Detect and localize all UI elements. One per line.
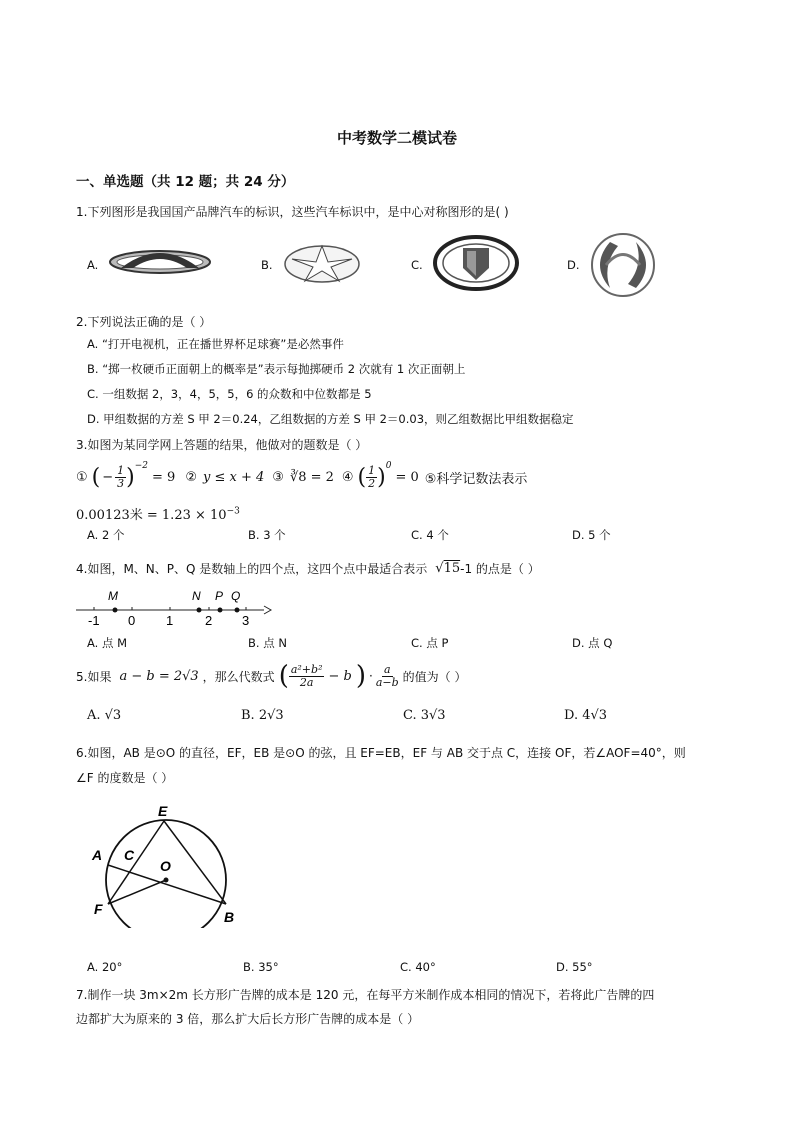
question-6-stem-line-2: ∠F 的度数是（ ） bbox=[76, 771, 174, 785]
q1-option-b-label[interactable]: B. bbox=[261, 258, 273, 272]
fraction-a-over-a-minus-b: $\frac{a}{a-b}$ bbox=[375, 662, 399, 689]
section-heading: 一、单选题（共 12 题；共 24 分） bbox=[76, 174, 295, 190]
logo-b-icon bbox=[282, 243, 362, 288]
fraction-one-half: $\frac{1}{2}$ bbox=[368, 463, 376, 490]
q3-item-1-result: = 9 bbox=[152, 469, 176, 485]
q3-option-a[interactable]: A. 2 个 bbox=[87, 528, 125, 542]
q3-option-c[interactable]: C. 4 个 bbox=[411, 528, 449, 542]
fraction-one-third: $\frac{1}{3}$ bbox=[117, 463, 125, 490]
page-title: 中考数学二模试卷 bbox=[336, 129, 457, 147]
q5-option-a[interactable]: A. √3 bbox=[87, 708, 122, 723]
question-7-stem-line-1: 7.制作一块 3m×2m 长方形广告牌的成本是 120 元，在每平方米制作成本相同的情况下，若将此广告牌的四 bbox=[76, 988, 655, 1002]
q3-item-3-marker: ③ bbox=[272, 469, 284, 485]
minus-sign: − bbox=[102, 469, 114, 485]
q3-items-row bbox=[76, 457, 527, 497]
q4-option-c[interactable]: C. 点 P bbox=[411, 636, 449, 650]
q2-option-c[interactable]: C. 一组数据 2，3，4，5，5，6 的众数和中位数都是 5 bbox=[87, 387, 372, 401]
point-label: C bbox=[124, 847, 135, 863]
q5-stem-part-c: 的值为（ ） bbox=[402, 669, 467, 684]
q6-option-b[interactable]: B. 35° bbox=[243, 960, 279, 974]
left-paren: ( bbox=[278, 661, 289, 691]
q2-option-a[interactable]: A. “打开电视机，正在播世界杯足球赛”是必然事件 bbox=[87, 337, 344, 351]
point-label: A bbox=[92, 847, 103, 863]
question-4-stem bbox=[76, 560, 540, 577]
q4-option-b[interactable]: B. 点 N bbox=[248, 636, 287, 650]
question-6-stem-line-1: 6.如图，AB 是⊙O 的直径，EF，EB 是⊙O 的弦，且 EF=EB，EF 与 AB 交于点 C，连接 OF，若∠AOF=40°，则 bbox=[76, 746, 686, 760]
q3-notation-text: 0.00123米 = 1.23 × 10 bbox=[76, 508, 227, 523]
tick-label: 1 bbox=[166, 613, 174, 628]
q4-option-a[interactable]: A. 点 M bbox=[87, 636, 128, 650]
q4-option-d[interactable]: D. 点 Q bbox=[572, 636, 613, 650]
fraction-expression: $\frac{\text{a²+b²}}{2a}$ bbox=[290, 662, 323, 689]
q2-option-d[interactable]: D. 甲组数据的方差 S 甲 2＝0.24，乙组数据的方差 S 甲 2＝0.03，则乙组数据比甲组数据稳定 bbox=[87, 412, 574, 426]
point-n bbox=[197, 608, 202, 613]
circle-o bbox=[106, 820, 226, 928]
point-label: M bbox=[108, 589, 118, 603]
dot-operator: · bbox=[369, 669, 373, 683]
point-m bbox=[113, 608, 118, 613]
point-label: F bbox=[94, 901, 103, 917]
question-5-stem bbox=[76, 656, 466, 696]
question-3-stem: 3.如图为某同学网上答题的结果，他做对的题数是（ ） bbox=[76, 438, 368, 452]
q3-item-4-marker: ④ bbox=[341, 469, 354, 485]
point-label: Q bbox=[231, 589, 241, 603]
axis-arrow-icon bbox=[264, 606, 271, 614]
q3-item-3-expression: ∛8 = 2 bbox=[289, 469, 334, 485]
right-paren: ) bbox=[355, 661, 366, 691]
chord-eb bbox=[164, 821, 226, 904]
q3-option-d[interactable]: D. 5 个 bbox=[572, 528, 611, 542]
q6-option-c[interactable]: C. 40° bbox=[400, 960, 436, 974]
q3-item-4-exponent: 0 bbox=[385, 461, 392, 471]
logo-c-icon bbox=[433, 234, 519, 295]
chord-ef bbox=[108, 821, 164, 904]
q1-option-c-label[interactable]: C. bbox=[411, 258, 423, 272]
question-7-stem-line-2: 边都扩大为原来的 3 倍，那么扩大后长方形广告牌的成本是（ ） bbox=[76, 1012, 420, 1026]
q5-option-b[interactable]: B. 2√3 bbox=[241, 708, 284, 723]
q3-item-4-result: = 0 bbox=[395, 469, 419, 485]
q3-scientific-notation-line bbox=[76, 504, 240, 523]
left-paren: ( bbox=[91, 464, 101, 490]
q4-stem-part-b: -1 的点是（ ） bbox=[460, 562, 540, 576]
q5-stem-part-b: ，那么代数式 bbox=[202, 669, 275, 684]
q6-option-a[interactable]: A. 20° bbox=[87, 960, 123, 974]
right-paren: ) bbox=[126, 464, 135, 490]
tick-label: 3 bbox=[242, 613, 250, 628]
circle-geometry-figure bbox=[88, 798, 248, 931]
q3-item-1-exponent: −2 bbox=[134, 461, 149, 471]
point-q bbox=[235, 608, 240, 613]
sqrt-symbol: √15 bbox=[435, 561, 461, 576]
q5-option-d[interactable]: D. 4√3 bbox=[564, 708, 608, 723]
tick-label: -1 bbox=[88, 613, 100, 628]
q4-stem-part-a: 4.如图，M、N、P、Q 是数轴上的四个点，这四个点中最适合表示 bbox=[76, 562, 428, 576]
q2-option-b[interactable]: B. “掷一枚硬币正面朝上的概率是”表示每抛掷硬币 2 次就有 1 次正面朝上 bbox=[87, 362, 466, 376]
q5-condition: a − b = 2√3 bbox=[119, 668, 199, 684]
tick-label: 2 bbox=[205, 613, 213, 628]
q4-sqrt-value: 15 bbox=[443, 561, 461, 576]
right-paren: ) bbox=[377, 464, 386, 490]
logo-d-icon bbox=[588, 232, 658, 301]
q3-notation-exponent: −3 bbox=[226, 506, 240, 517]
point-label: B bbox=[224, 909, 235, 925]
q5-minus-b: − b bbox=[328, 668, 352, 684]
point-label: N bbox=[192, 589, 201, 603]
point-label: E bbox=[158, 803, 168, 819]
point-p bbox=[218, 608, 223, 613]
question-1-stem: 1.下列图形是我国国产品牌汽车的标识，这些汽车标识中，是中心对称图形的是( ) bbox=[76, 205, 509, 219]
q3-item-5-text: ⑤科学记数法表示 bbox=[424, 471, 528, 487]
tick-label: 0 bbox=[128, 613, 136, 628]
q1-option-a-label[interactable]: A. bbox=[87, 258, 99, 272]
q3-item-2-expression: y ≤ x + 4 bbox=[202, 469, 265, 485]
q3-option-b[interactable]: B. 3 个 bbox=[248, 528, 286, 542]
question-2-stem: 2.下列说法正确的是（ ） bbox=[76, 315, 212, 329]
center-point bbox=[164, 878, 169, 883]
point-label: O bbox=[160, 858, 171, 874]
point-label: P bbox=[215, 589, 224, 603]
logo-a-icon bbox=[105, 240, 215, 283]
q5-stem-part-a: 5.如果 bbox=[76, 669, 112, 684]
q3-item-2-marker: ② bbox=[185, 469, 197, 485]
q3-item-1-marker: ① bbox=[76, 469, 88, 485]
q1-option-d-label[interactable]: D. bbox=[567, 258, 580, 272]
q5-option-c[interactable]: C. 3√3 bbox=[403, 708, 446, 723]
left-paren: ( bbox=[357, 464, 367, 490]
number-line-figure bbox=[74, 584, 274, 631]
q6-option-d[interactable]: D. 55° bbox=[556, 960, 593, 974]
